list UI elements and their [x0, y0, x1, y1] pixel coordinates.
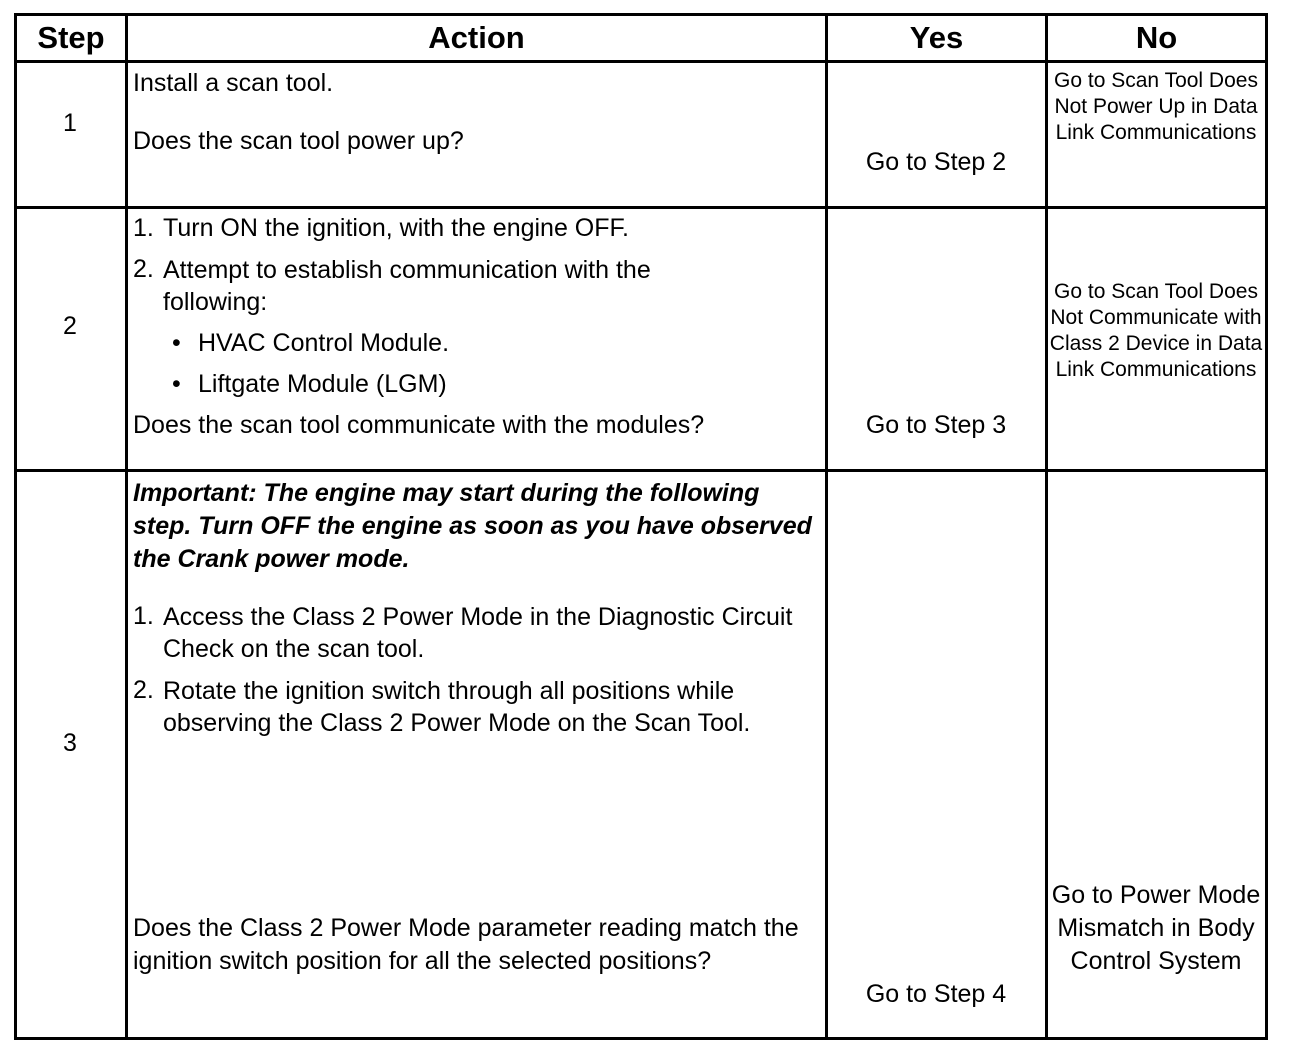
row2-bullet1-marker: •: [172, 329, 181, 357]
row2-item1: Turn ON the ignition, with the engine OFF.: [163, 214, 629, 242]
row3-yes: Go to Step 4: [865, 980, 1007, 1008]
row2-yes: Go to Step 3: [865, 411, 1007, 439]
header-divider: [14, 60, 1268, 63]
header-no: No: [1135, 20, 1178, 55]
row2-item2: Attempt to establish communication with the following:: [163, 256, 651, 316]
step-number-2: 2: [63, 312, 77, 340]
row3-no: Go to Power Mode Mismatch in Body Control System: [1051, 881, 1261, 975]
table-border-left: [14, 13, 17, 1040]
step-number-3: 3: [63, 729, 77, 757]
step-number-1: 1: [63, 109, 77, 137]
row2-item2-number: 2.: [133, 255, 154, 283]
header-step: Step: [37, 20, 105, 55]
header-action: Action: [428, 20, 525, 55]
row3-item1-number: 1.: [133, 602, 154, 630]
row2-question: Does the scan tool communicate with the modules?: [133, 411, 705, 439]
row1-yes: Go to Step 2: [865, 148, 1007, 176]
column-divider-step: [125, 13, 128, 1040]
row3-question: Does the Class 2 Power Mode parameter reading match the ignition switch position for all the selected positions?: [133, 914, 799, 975]
row3-important-note: Important: The engine may start during the following step. Turn OFF the engine as soon as you have observed the Crank power mode.: [133, 479, 812, 573]
row2-bullet2-marker: •: [172, 370, 181, 398]
row1-action-line: Install a scan tool.: [133, 69, 334, 97]
table-border-top: [14, 13, 1268, 16]
row1-question: Does the scan tool power up?: [133, 127, 464, 155]
table-border-right: [1265, 13, 1268, 1040]
row2-bullet2: Liftgate Module (LGM): [198, 370, 447, 398]
row3-item2-number: 2.: [133, 676, 154, 704]
row3-item1: Access the Class 2 Power Mode in the Diagnostic Circuit Check on the scan tool.: [163, 603, 793, 663]
table-border-bottom: [14, 1037, 1268, 1040]
header-yes: Yes: [909, 20, 964, 55]
row1-no: Go to Scan Tool Does Not Power Up in Data Link Communications: [1054, 69, 1258, 144]
row-divider-2: [14, 469, 1268, 472]
row3-item2: Rotate the ignition switch through all positions while observing the Class 2 Power Mode on the Scan Tool.: [163, 677, 751, 737]
row2-item1-number: 1.: [133, 214, 154, 242]
row-divider-1: [14, 206, 1268, 209]
row2-bullet1: HVAC Control Module.: [198, 329, 450, 357]
row2-no: Go to Scan Tool Does Not Communicate with Class 2 Device in Data Link Communications: [1049, 280, 1263, 381]
